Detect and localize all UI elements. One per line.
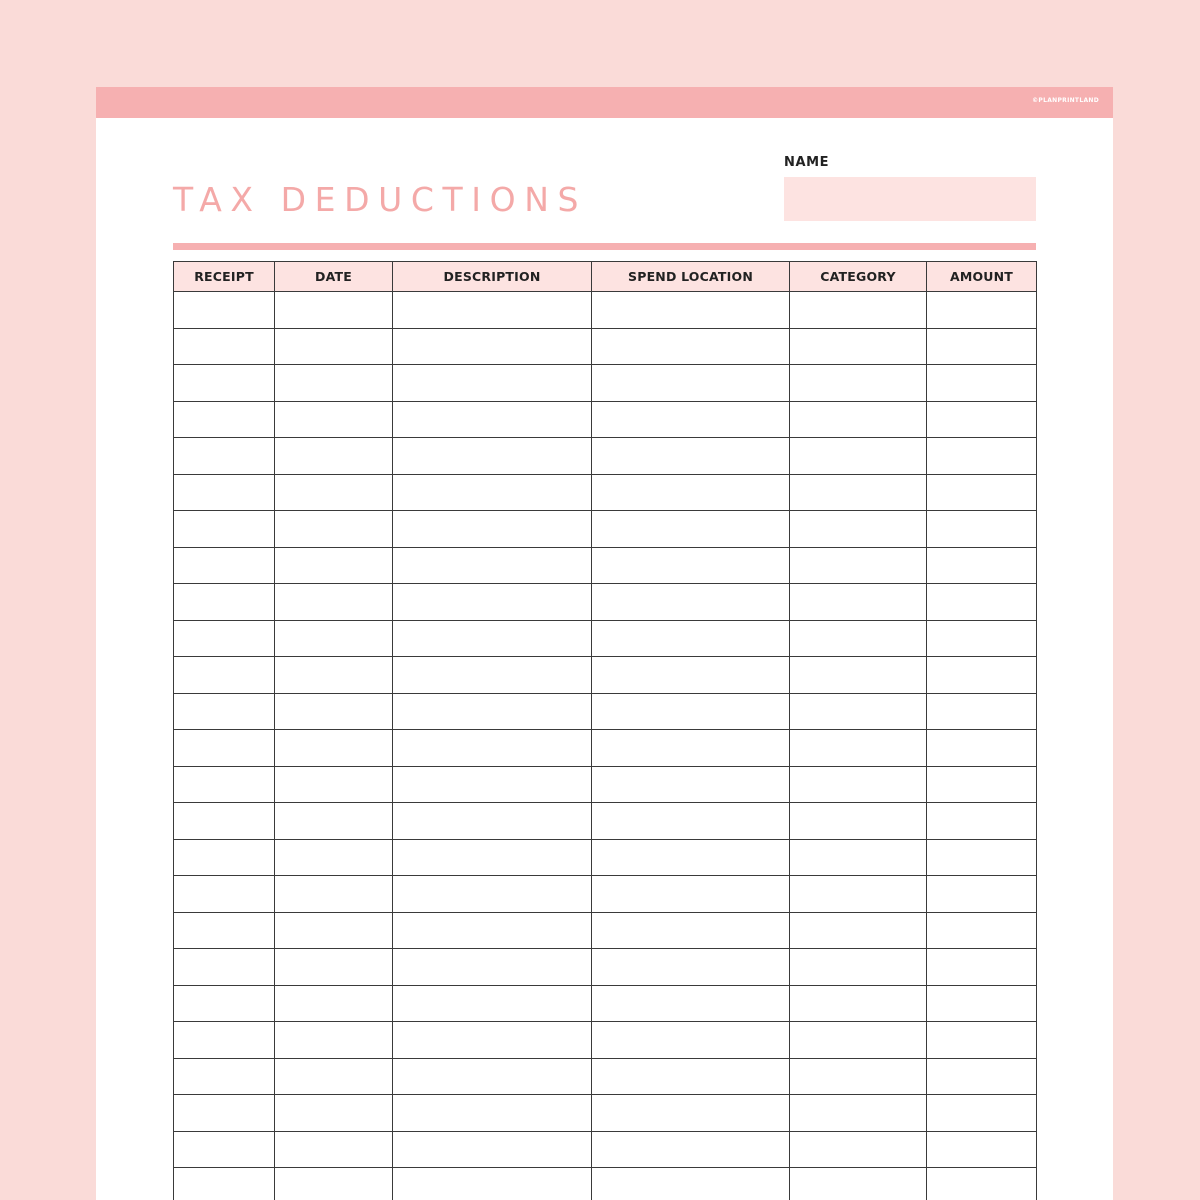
cell-receipt[interactable] bbox=[174, 1058, 275, 1095]
table-row bbox=[174, 1058, 1037, 1095]
cell-description[interactable] bbox=[393, 949, 592, 986]
cell-description[interactable] bbox=[393, 912, 592, 949]
cell-category[interactable] bbox=[790, 839, 927, 876]
cell-spend-location[interactable] bbox=[592, 547, 790, 584]
cell-category[interactable] bbox=[790, 1022, 927, 1059]
cell-spend-location[interactable] bbox=[592, 949, 790, 986]
cell-category[interactable] bbox=[790, 584, 927, 621]
table-row bbox=[174, 401, 1037, 438]
cell-amount[interactable] bbox=[927, 328, 1037, 365]
cell-date[interactable] bbox=[275, 584, 393, 621]
cell-description[interactable] bbox=[393, 584, 592, 621]
cell-receipt[interactable] bbox=[174, 292, 275, 329]
cell-date[interactable] bbox=[275, 1131, 393, 1168]
cell-amount[interactable] bbox=[927, 730, 1037, 767]
table-row bbox=[174, 1095, 1037, 1132]
table-row bbox=[174, 438, 1037, 475]
cell-spend-location[interactable] bbox=[592, 1131, 790, 1168]
table-row bbox=[174, 876, 1037, 913]
table-row bbox=[174, 912, 1037, 949]
name-input[interactable] bbox=[784, 177, 1036, 221]
cell-spend-location[interactable] bbox=[592, 912, 790, 949]
cell-receipt[interactable] bbox=[174, 1022, 275, 1059]
cell-spend-location[interactable] bbox=[592, 693, 790, 730]
cell-date[interactable] bbox=[275, 766, 393, 803]
cell-description[interactable] bbox=[393, 547, 592, 584]
table-row bbox=[174, 766, 1037, 803]
copyright-text: ©PLANPRINTLAND bbox=[1032, 97, 1099, 104]
cell-date[interactable] bbox=[275, 912, 393, 949]
cell-category[interactable] bbox=[790, 693, 927, 730]
table-row bbox=[174, 949, 1037, 986]
cell-receipt[interactable] bbox=[174, 730, 275, 767]
top-band bbox=[96, 87, 1113, 118]
cell-category[interactable] bbox=[790, 985, 927, 1022]
column-header-spend-location: SPEND LOCATION bbox=[592, 262, 790, 292]
column-header-amount: AMOUNT bbox=[927, 262, 1037, 292]
cell-spend-location[interactable] bbox=[592, 620, 790, 657]
cell-spend-location[interactable] bbox=[592, 730, 790, 767]
table-row bbox=[174, 693, 1037, 730]
cell-amount[interactable] bbox=[927, 511, 1037, 548]
cell-spend-location[interactable] bbox=[592, 401, 790, 438]
cell-description[interactable] bbox=[393, 438, 592, 475]
cell-description[interactable] bbox=[393, 803, 592, 840]
cell-spend-location[interactable] bbox=[592, 1022, 790, 1059]
cell-category[interactable] bbox=[790, 292, 927, 329]
table-row bbox=[174, 1022, 1037, 1059]
cell-date[interactable] bbox=[275, 547, 393, 584]
cell-category[interactable] bbox=[790, 1168, 927, 1200]
cell-date[interactable] bbox=[275, 1168, 393, 1200]
cell-spend-location[interactable] bbox=[592, 1058, 790, 1095]
tax-deductions-sheet bbox=[96, 87, 1113, 1200]
cell-category[interactable] bbox=[790, 620, 927, 657]
cell-amount[interactable] bbox=[927, 693, 1037, 730]
cell-description[interactable] bbox=[393, 693, 592, 730]
cell-spend-location[interactable] bbox=[592, 803, 790, 840]
cell-receipt[interactable] bbox=[174, 328, 275, 365]
cell-date[interactable] bbox=[275, 839, 393, 876]
cell-receipt[interactable] bbox=[174, 1095, 275, 1132]
name-label: NAME bbox=[784, 155, 830, 170]
cell-description[interactable] bbox=[393, 657, 592, 694]
cell-amount[interactable] bbox=[927, 584, 1037, 621]
cell-amount[interactable] bbox=[927, 1168, 1037, 1200]
cell-receipt[interactable] bbox=[174, 693, 275, 730]
cell-spend-location[interactable] bbox=[592, 1168, 790, 1200]
column-header-receipt: RECEIPT bbox=[174, 262, 275, 292]
cell-category[interactable] bbox=[790, 912, 927, 949]
table-row bbox=[174, 328, 1037, 365]
cell-category[interactable] bbox=[790, 365, 927, 402]
cell-amount[interactable] bbox=[927, 766, 1037, 803]
table-row bbox=[174, 1168, 1037, 1200]
table-row bbox=[174, 547, 1037, 584]
cell-category[interactable] bbox=[790, 1095, 927, 1132]
cell-description[interactable] bbox=[393, 620, 592, 657]
cell-date[interactable] bbox=[275, 876, 393, 913]
cell-date[interactable] bbox=[275, 438, 393, 475]
cell-date[interactable] bbox=[275, 657, 393, 694]
cell-receipt[interactable] bbox=[174, 1131, 275, 1168]
table-row bbox=[174, 365, 1037, 402]
cell-spend-location[interactable] bbox=[592, 876, 790, 913]
table-row bbox=[174, 657, 1037, 694]
cell-amount[interactable] bbox=[927, 657, 1037, 694]
cell-category[interactable] bbox=[790, 328, 927, 365]
cell-receipt[interactable] bbox=[174, 912, 275, 949]
cell-receipt[interactable] bbox=[174, 657, 275, 694]
cell-date[interactable] bbox=[275, 328, 393, 365]
cell-category[interactable] bbox=[790, 730, 927, 767]
cell-date[interactable] bbox=[275, 1022, 393, 1059]
column-header-description: DESCRIPTION bbox=[393, 262, 592, 292]
cell-description[interactable] bbox=[393, 766, 592, 803]
cell-spend-location[interactable] bbox=[592, 328, 790, 365]
cell-category[interactable] bbox=[790, 547, 927, 584]
cell-amount[interactable] bbox=[927, 912, 1037, 949]
cell-receipt[interactable] bbox=[174, 949, 275, 986]
cell-receipt[interactable] bbox=[174, 839, 275, 876]
cell-spend-location[interactable] bbox=[592, 584, 790, 621]
table-row bbox=[174, 839, 1037, 876]
cell-receipt[interactable] bbox=[174, 474, 275, 511]
column-header-date: DATE bbox=[275, 262, 393, 292]
table-row bbox=[174, 584, 1037, 621]
cell-amount[interactable] bbox=[927, 839, 1037, 876]
cell-spend-location[interactable] bbox=[592, 474, 790, 511]
table-row bbox=[174, 511, 1037, 548]
cell-spend-location[interactable] bbox=[592, 292, 790, 329]
table-row bbox=[174, 292, 1037, 329]
cell-category[interactable] bbox=[790, 876, 927, 913]
table-row bbox=[174, 474, 1037, 511]
cell-amount[interactable] bbox=[927, 1131, 1037, 1168]
cell-receipt[interactable] bbox=[174, 438, 275, 475]
cell-amount[interactable] bbox=[927, 1058, 1037, 1095]
cell-category[interactable] bbox=[790, 474, 927, 511]
cell-receipt[interactable] bbox=[174, 547, 275, 584]
cell-category[interactable] bbox=[790, 401, 927, 438]
cell-date[interactable] bbox=[275, 803, 393, 840]
cell-receipt[interactable] bbox=[174, 365, 275, 402]
cell-description[interactable] bbox=[393, 985, 592, 1022]
cell-amount[interactable] bbox=[927, 547, 1037, 584]
table-body bbox=[174, 292, 1037, 1200]
cell-receipt[interactable] bbox=[174, 401, 275, 438]
cell-description[interactable] bbox=[393, 1022, 592, 1059]
cell-description[interactable] bbox=[393, 730, 592, 767]
table-row bbox=[174, 620, 1037, 657]
table-header-row bbox=[174, 262, 1037, 292]
cell-amount[interactable] bbox=[927, 1022, 1037, 1059]
cell-amount[interactable] bbox=[927, 803, 1037, 840]
cell-receipt[interactable] bbox=[174, 511, 275, 548]
cell-receipt[interactable] bbox=[174, 985, 275, 1022]
cell-category[interactable] bbox=[790, 511, 927, 548]
cell-date[interactable] bbox=[275, 365, 393, 402]
cell-description[interactable] bbox=[393, 876, 592, 913]
cell-date[interactable] bbox=[275, 985, 393, 1022]
cell-category[interactable] bbox=[790, 803, 927, 840]
cell-spend-location[interactable] bbox=[592, 766, 790, 803]
cell-description[interactable] bbox=[393, 1168, 592, 1200]
cell-date[interactable] bbox=[275, 949, 393, 986]
cell-date[interactable] bbox=[275, 292, 393, 329]
cell-description[interactable] bbox=[393, 839, 592, 876]
cell-date[interactable] bbox=[275, 474, 393, 511]
cell-amount[interactable] bbox=[927, 876, 1037, 913]
cell-spend-location[interactable] bbox=[592, 438, 790, 475]
cell-receipt[interactable] bbox=[174, 1168, 275, 1200]
cell-amount[interactable] bbox=[927, 985, 1037, 1022]
cell-description[interactable] bbox=[393, 1131, 592, 1168]
cell-spend-location[interactable] bbox=[592, 657, 790, 694]
cell-description[interactable] bbox=[393, 1095, 592, 1132]
column-header-category: CATEGORY bbox=[790, 262, 927, 292]
title-divider bbox=[173, 243, 1036, 250]
cell-amount[interactable] bbox=[927, 1095, 1037, 1132]
cell-spend-location[interactable] bbox=[592, 1095, 790, 1132]
cell-receipt[interactable] bbox=[174, 803, 275, 840]
cell-date[interactable] bbox=[275, 1058, 393, 1095]
cell-description[interactable] bbox=[393, 1058, 592, 1095]
cell-amount[interactable] bbox=[927, 292, 1037, 329]
cell-description[interactable] bbox=[393, 511, 592, 548]
cell-date[interactable] bbox=[275, 730, 393, 767]
cell-category[interactable] bbox=[790, 657, 927, 694]
cell-category[interactable] bbox=[790, 1131, 927, 1168]
cell-receipt[interactable] bbox=[174, 876, 275, 913]
cell-receipt[interactable] bbox=[174, 620, 275, 657]
cell-date[interactable] bbox=[275, 401, 393, 438]
cell-spend-location[interactable] bbox=[592, 365, 790, 402]
cell-description[interactable] bbox=[393, 401, 592, 438]
cell-category[interactable] bbox=[790, 1058, 927, 1095]
table-row bbox=[174, 730, 1037, 767]
deductions-table bbox=[173, 261, 1037, 1200]
cell-spend-location[interactable] bbox=[592, 839, 790, 876]
cell-amount[interactable] bbox=[927, 438, 1037, 475]
cell-description[interactable] bbox=[393, 292, 592, 329]
table-row bbox=[174, 803, 1037, 840]
cell-date[interactable] bbox=[275, 693, 393, 730]
cell-amount[interactable] bbox=[927, 474, 1037, 511]
cell-category[interactable] bbox=[790, 949, 927, 986]
cell-receipt[interactable] bbox=[174, 766, 275, 803]
cell-amount[interactable] bbox=[927, 620, 1037, 657]
cell-category[interactable] bbox=[790, 438, 927, 475]
cell-amount[interactable] bbox=[927, 401, 1037, 438]
cell-spend-location[interactable] bbox=[592, 985, 790, 1022]
cell-date[interactable] bbox=[275, 511, 393, 548]
cell-receipt[interactable] bbox=[174, 584, 275, 621]
table-row bbox=[174, 1131, 1037, 1168]
page-title: TAX DEDUCTIONS bbox=[173, 180, 588, 219]
cell-description[interactable] bbox=[393, 328, 592, 365]
cell-description[interactable] bbox=[393, 365, 592, 402]
cell-amount[interactable] bbox=[927, 365, 1037, 402]
cell-amount[interactable] bbox=[927, 949, 1037, 986]
cell-date[interactable] bbox=[275, 620, 393, 657]
cell-date[interactable] bbox=[275, 1095, 393, 1132]
table-row bbox=[174, 985, 1037, 1022]
cell-spend-location[interactable] bbox=[592, 511, 790, 548]
cell-category[interactable] bbox=[790, 766, 927, 803]
cell-description[interactable] bbox=[393, 474, 592, 511]
